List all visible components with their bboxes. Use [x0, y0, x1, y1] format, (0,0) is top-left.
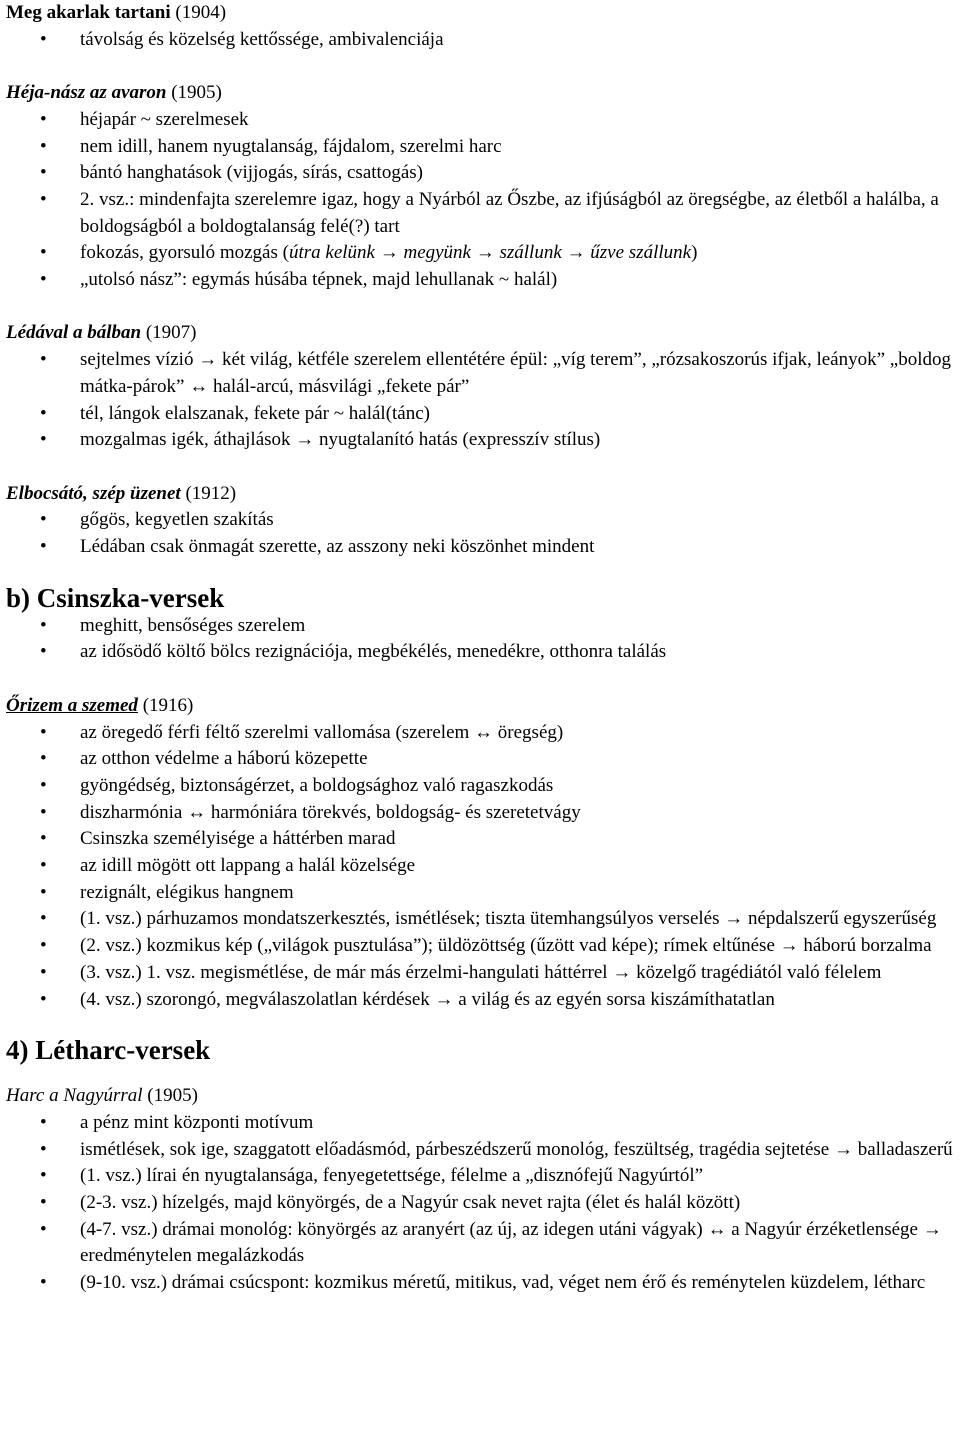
bullet-list: [6, 1110, 956, 1297]
list-item: • 2. vsz.: mindenfajta szerelemre igaz, hogy a Nyárból az Őszbe, az ifjúságból az öregségbe, az életből a halálba, a boldogságból a boldogtalanság felé(?) tart: [40, 188, 939, 237]
bullet-list: [6, 507, 956, 560]
list-item: • tél, lángok elalszanak, fekete pár ~ halál(tánc): [6, 401, 956, 428]
poem-title: Meg akarlak tartani: [6, 2, 171, 23]
bullet-icon: •: [40, 961, 47, 983]
list-item: • Csinszka személyisége a háttérben marad: [6, 826, 956, 853]
bullet-icon: •: [40, 721, 47, 743]
list-item: • (1. vsz.) lírai én nyugtalansága, fenyegetettsége, félelme a „disznófejű Nagyúrtól”: [6, 1163, 956, 1190]
list-item: • gőgös, kegyetlen szakítás: [6, 507, 956, 534]
bullet-icon: •: [40, 908, 47, 930]
heading-csinszka-versek: b) Csinszka-versek: [6, 582, 225, 613]
poem-title: Harc a Nagyúrral: [6, 1085, 143, 1107]
list-item: • az öregedő férfi féltő szerelmi vallomása (szerelem ↔ öregség): [6, 720, 956, 747]
bullet-list: [6, 720, 956, 1014]
bullet-icon: •: [40, 1138, 47, 1160]
poem-year: (1905): [171, 82, 222, 104]
list-item: • diszharmónia ↔ harmóniára törekvés, boldogság- és szeretetvágy: [6, 800, 956, 827]
poem-year: (1916): [142, 694, 194, 716]
section-title: [6, 693, 956, 720]
bullet-list: [6, 347, 956, 454]
list-item: • fokozás, gyorsuló mozgás (útra kelünk → megyünk → szállunk → űzve szállunk): [6, 240, 956, 267]
bullet-list: [6, 27, 956, 54]
bullet-icon: •: [40, 509, 47, 531]
bullet-icon: •: [40, 1111, 47, 1133]
bullet-icon: •: [40, 349, 47, 371]
poem-title: Héja-nász az avaron: [6, 82, 167, 104]
list-item: • (4. vsz.) szorongó, megválaszolatlan kérdések → a világ és az egyén sorsa kiszámíthatatlan: [6, 987, 956, 1014]
list-item: • Lédában csak önmagát szerette, az asszony neki köszönhet mindent: [6, 534, 956, 561]
list-item: • „utolsó nász”: egymás húsába tépnek, majd lehullanak ~ halál): [6, 267, 956, 294]
list-item: • héjapár ~ szerelmesek: [6, 107, 956, 134]
section-meg-akarlak-tartani: [6, 0, 956, 53]
list-item: • nem idill, hanem nyugtalanság, fájdalom, szerelmi harc: [6, 134, 956, 161]
section-title: [6, 80, 956, 107]
list-item: • meghitt, bensőséges szerelem: [6, 613, 956, 640]
bullet-icon: •: [40, 748, 47, 770]
section-elbocsato: [6, 481, 956, 561]
bullet-list: [6, 613, 956, 666]
bullet-icon: •: [40, 935, 47, 957]
bullet-icon: •: [40, 402, 47, 424]
bullet-icon: •: [40, 801, 47, 823]
list-item: • gyöngédség, biztonságérzet, a boldogsághoz való ragaszkodás: [6, 773, 956, 800]
list-item: • (3. vsz.) 1. vsz. megismétlése, de már más érzelmi-hangulati háttérrel → közelgő tragédiától való félelem: [6, 960, 956, 987]
list-item: • az idősödő költő bölcs rezignációja, megbékélés, menedékre, otthonra találás: [6, 639, 956, 666]
poem-title: Lédával a bálban: [6, 322, 142, 344]
bullet-icon: •: [40, 1218, 47, 1240]
poem-year: (1905): [147, 1085, 198, 1107]
section-ledaval-a-balban: [6, 320, 956, 454]
list-item: • (1. vsz.) párhuzamos mondatszerkesztés, ismétlések; tiszta ütemhangsúlyos verselés → népdalszerű egyszerűség: [6, 906, 956, 933]
section-harc-a-nagyurral: [6, 1083, 956, 1297]
poem-title: Elbocsátó, szép üzenet: [6, 482, 181, 504]
bullet-icon: •: [40, 641, 47, 663]
list-item: • (4-7. vsz.) drámai monológ: könyörgés az aranyért (az új, az idegen utáni vágyak) ↔ a Nagyúr érzéketlensége → eredménytelen megalázkodás: [40, 1218, 942, 1267]
poem-year: (1912): [185, 482, 237, 504]
list-item: • mozgalmas igék, áthajlások → nyugtalanító hatás (expresszív stílus): [6, 427, 956, 454]
bullet-icon: •: [40, 988, 47, 1010]
list-item: • bántó hanghatások (vijjogás, sírás, csattogás): [6, 160, 956, 187]
bullet-icon: •: [40, 162, 47, 184]
bullet-icon: •: [40, 1165, 47, 1187]
section-title: [6, 0, 956, 27]
section-title: [6, 320, 956, 347]
bullet-icon: •: [40, 881, 47, 903]
poem-year: (1907): [145, 322, 197, 344]
bullet-icon: •: [40, 135, 47, 157]
bullet-icon: •: [40, 855, 47, 877]
list-item: • távolság és közelség kettőssége, ambivalenciája: [6, 27, 956, 54]
bullet-icon: •: [40, 108, 47, 130]
section-title: [6, 481, 956, 508]
bullet-list: [6, 107, 956, 294]
bullet-icon: •: [40, 1272, 47, 1294]
section-heja-nasz: [6, 80, 956, 294]
list-item: • rezignált, elégikus hangnem: [6, 880, 956, 907]
list-item: • (2. vsz.) kozmikus kép („világok pusztulása”); üldözöttség (űzött vad képe); rímek eltűnése → háború borzalma: [6, 933, 956, 960]
heading-letharc-versek: 4) Létharc-versek: [6, 1035, 211, 1066]
list-item: • a pénz mint központi motívum: [6, 1110, 956, 1137]
bullet-icon: •: [40, 1192, 47, 1214]
list-item: • az otthon védelme a háború közepette: [6, 746, 956, 773]
list-item: • sejtelmes vízió → két világ, kétféle szerelem ellentétére épül: „víg terem”, „rózsakoszorús ifjak, leányok” „boldog mátka-párok” ↔ halál-arcú, másvilági „fekete pár”: [40, 349, 952, 397]
list-item: • az idill mögött ott lappang a halál közelsége: [6, 853, 956, 880]
section-orizem-a-szemed: [6, 693, 956, 1013]
poem-year: (1904): [175, 2, 227, 23]
bullet-icon: •: [40, 188, 47, 210]
bullet-icon: •: [40, 429, 47, 451]
list-item: • (9-10. vsz.) drámai csúcspont: kozmikus méretű, mitikus, vad, véget nem érő és reménytelen küzdelem, létharc: [6, 1270, 956, 1297]
bullet-icon: •: [40, 828, 47, 850]
poem-title: Őrizem a szemed: [6, 694, 138, 716]
bullet-icon: •: [40, 774, 47, 796]
section-title: [6, 1083, 956, 1110]
list-item: • (2-3. vsz.) hízelgés, majd könyörgés, de a Nagyúr csak nevet rajta (élet és halál között): [6, 1190, 956, 1217]
bullet-icon: •: [40, 269, 47, 291]
bullet-icon: •: [40, 242, 47, 264]
bullet-icon: •: [40, 28, 47, 50]
bullet-icon: •: [40, 536, 47, 558]
bullet-icon: •: [40, 614, 47, 636]
list-item: • ismétlések, sok ige, szaggatott előadásmód, párbeszédszerű monológ, feszültség, tragédia sejtetése → balladaszerű: [6, 1137, 956, 1164]
